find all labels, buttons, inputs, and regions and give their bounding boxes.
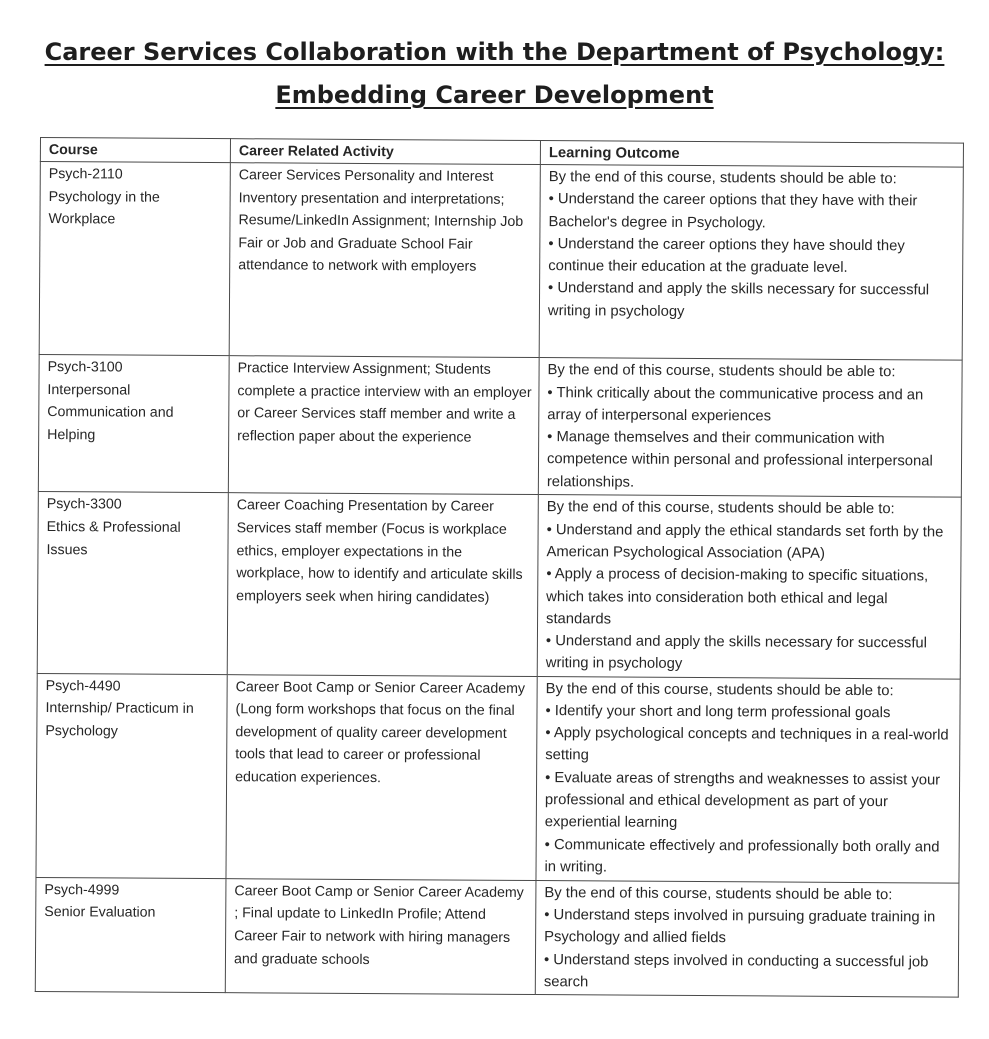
activity-cell: Practice Interview Assignment; Students complete a practice interview with an employer or Career Services staff member and write a reflection paper about the experience — [228, 356, 539, 495]
outcome-intro: By the end of this course, students should be able to: — [548, 169, 897, 188]
header-activity: Career Related Activity — [230, 139, 540, 165]
course-name: Internship/ Practicum in Psychology — [45, 700, 194, 740]
header-outcome: Learning Outcome — [540, 141, 963, 168]
outcome-item: • Manage themselves and their communication with competence within personal and professional interpersonal relationships. — [546, 429, 933, 491]
outcome-item: • Communicate effectively and professionally both orally and in writing. — [544, 836, 940, 876]
table-row — [36, 673, 960, 883]
activity-cell: Career Coaching Presentation by Career Services staff member (Focus is workplace ethics, employer expectations in the workplace, how to identify and articulate skills employers seek when hiring candidates) — [227, 493, 538, 676]
course-cell — [35, 877, 226, 992]
course-code: Psych-4490 — [45, 677, 121, 695]
outcome-item: • Evaluate areas of strengths and weaknesses to assist your professional and ethical development as part of your experiential learning — [544, 769, 941, 832]
course-name: Interpersonal Communication and Helping — [47, 381, 174, 444]
activity-cell: Career Boot Camp or Senior Career Academy (Long form workshops that focus on the final development of quality career development tools that lead to career or professional education experiences. — [226, 674, 537, 880]
activity-cell: Career Boot Camp or Senior Career Academy ; Final update to LinkedIn Profile; Attend Career Fair to network with hiring managers and graduate schools — [225, 878, 536, 994]
outcome-item: • Apply psychological concepts and techniques in a real-world setting — [545, 725, 949, 764]
outcome-item: • Understand the career options they have should they continue their education at the graduate level. — [548, 235, 905, 277]
course-code: Psych-2110 — [48, 166, 123, 183]
outcome-intro: By the end of this course, students should be able to: — [545, 680, 894, 699]
outcome-intro: By the end of this course, students should be able to: — [547, 362, 896, 381]
course-cell — [36, 673, 227, 878]
outcome-cell — [538, 358, 962, 498]
course-code: Psych-3300 — [46, 496, 122, 513]
outcome-item: • Understand steps involved in conducting a successful job search — [543, 951, 929, 991]
course-name: Psychology in the Workplace — [48, 188, 160, 228]
document-title: Career Services Collaboration with the Department of Psychology: — [44, 38, 945, 66]
table-row — [39, 162, 963, 361]
outcome-item: • Apply a process of decision-making to specific situations, which takes into consideration both ethical and legal standards — [546, 566, 929, 628]
outcome-cell — [535, 880, 959, 997]
outcome-item: • Understand and apply the skills necessary for successful writing in psychology — [545, 633, 928, 673]
course-cell — [37, 492, 228, 674]
table-row — [37, 492, 961, 679]
course-code: Psych-4999 — [44, 881, 120, 899]
outcome-cell — [536, 676, 960, 883]
outcome-item: • Understand and apply the ethical standards set forth by the American Psychological Association (APA) — [546, 521, 944, 562]
course-cell — [39, 162, 230, 356]
outcome-item: • Understand and apply the skills necessary for successful writing in psychology — [547, 280, 930, 320]
course-cell — [38, 355, 229, 493]
outcome-item: • Think critically about the communicative process and an array of interpersonal experiences — [547, 384, 924, 425]
table-row — [38, 355, 962, 498]
course-code: Psych-3100 — [47, 359, 123, 376]
course-name: Senior Evaluation — [44, 904, 156, 922]
course-name: Ethics & Professional Issues — [46, 519, 181, 558]
outcome-intro: By the end of this course, students should be able to: — [546, 499, 895, 518]
outcome-item: • Understand the career options that they have with their Bachelor's degree in Psychology. — [548, 191, 918, 232]
course-table — [35, 137, 964, 998]
document-subtitle: Embedding Career Development — [275, 81, 714, 109]
activity-cell: Career Services Personality and Interest Inventory presentation and interpretations; Resume/LinkedIn Assignment; Internship Job Fair or Job and Graduate School Fair attendance to network with employers — [229, 163, 540, 358]
outcome-cell — [539, 165, 963, 361]
outcome-intro: By the end of this course, students should be able to: — [544, 884, 893, 904]
header-course: Course — [40, 138, 230, 163]
outcome-item: • Identify your short and long term professional goals — [545, 702, 891, 722]
outcome-cell — [537, 495, 961, 679]
table-row — [35, 877, 959, 997]
outcome-item: • Understand steps involved in pursuing graduate training in Psychology and allied fields — [544, 907, 936, 947]
